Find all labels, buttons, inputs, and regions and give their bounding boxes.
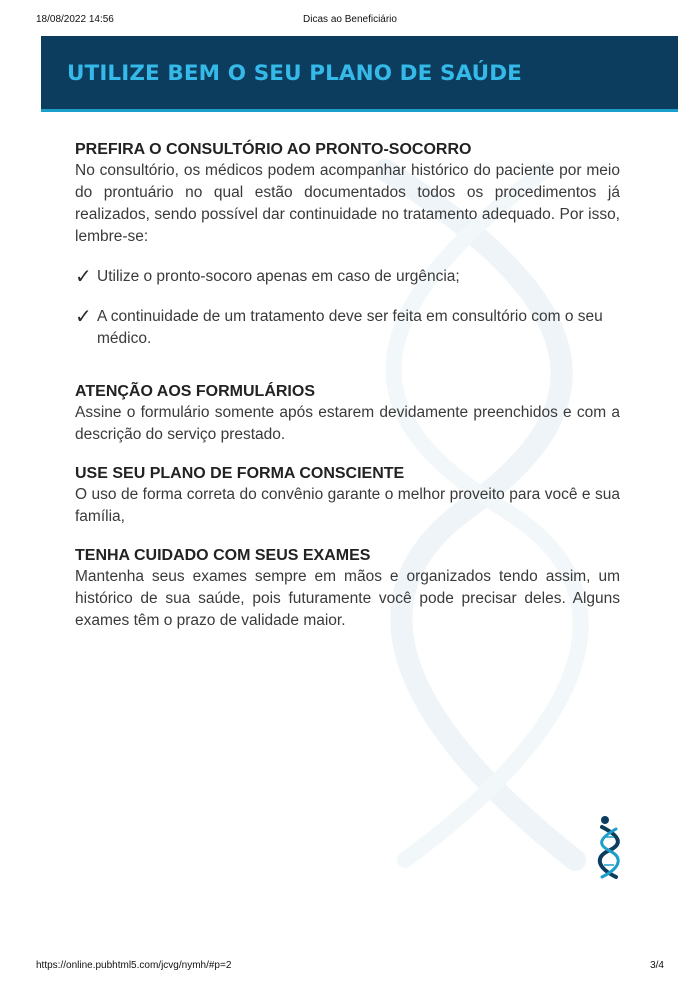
section-title: USE SEU PLANO DE FORMA CONSCIENTE — [75, 465, 405, 482]
section-consultorio — [75, 140, 620, 368]
section-plano-consciente — [75, 464, 620, 528]
banner-title: UTILIZE BEM O SEU PLANO DE SAÚDE — [67, 61, 522, 86]
print-footer — [36, 960, 664, 974]
section-title: ATENÇÃO AOS FORMULÁRIOS — [75, 383, 315, 400]
section-formularios — [75, 382, 620, 446]
section-body: O uso de forma correta do convênio garante o melhor proveito para você e sua família, — [75, 486, 620, 525]
print-document-title: Dicas ao Beneficiário — [303, 14, 397, 25]
check-icon: ✓ — [75, 306, 92, 328]
print-url: https://online.pubhtml5.com/jcvg/nymh/#p=2 — [36, 960, 232, 971]
print-header — [36, 14, 664, 28]
section-title: PREFIRA O CONSULTÓRIO AO PRONTO-SOCORRO — [75, 141, 472, 158]
section-title: TENHA CUIDADO COM SEUS EXAMES — [75, 547, 371, 564]
section-body: Mantenha seus exames sempre em mãos e organizados tendo assim, um histórico de sua saúde, pois futuramente você pode precisar deles. Alguns exames têm o prazo de validade maior. — [75, 568, 620, 629]
dna-logo-icon — [594, 815, 624, 881]
section-body: Assine o formulário somente após estarem devidamente preenchidos e com a descrição do serviço prestado. — [75, 404, 620, 443]
main-content — [75, 140, 620, 646]
checklist-text: Utilize o pronto-socoro apenas em caso de urgência; — [97, 268, 460, 285]
checklist-item — [75, 306, 620, 350]
checklist-text: A continuidade de um tratamento deve ser feita em consultório com o seu médico. — [97, 308, 603, 347]
page-number: 3/4 — [650, 960, 664, 971]
checklist-item — [75, 266, 620, 288]
print-datetime: 18/08/2022 14:56 — [36, 14, 114, 25]
check-icon: ✓ — [75, 266, 92, 288]
title-banner — [41, 36, 678, 112]
section-exames — [75, 546, 620, 632]
section-body: No consultório, os médicos podem acompanhar histórico do paciente por meio do prontuário no qual estão documentados todos os procedimentos já realizados, sendo possível dar continuidade no tratamento adequado. Por isso, lembre-se: — [75, 162, 620, 245]
